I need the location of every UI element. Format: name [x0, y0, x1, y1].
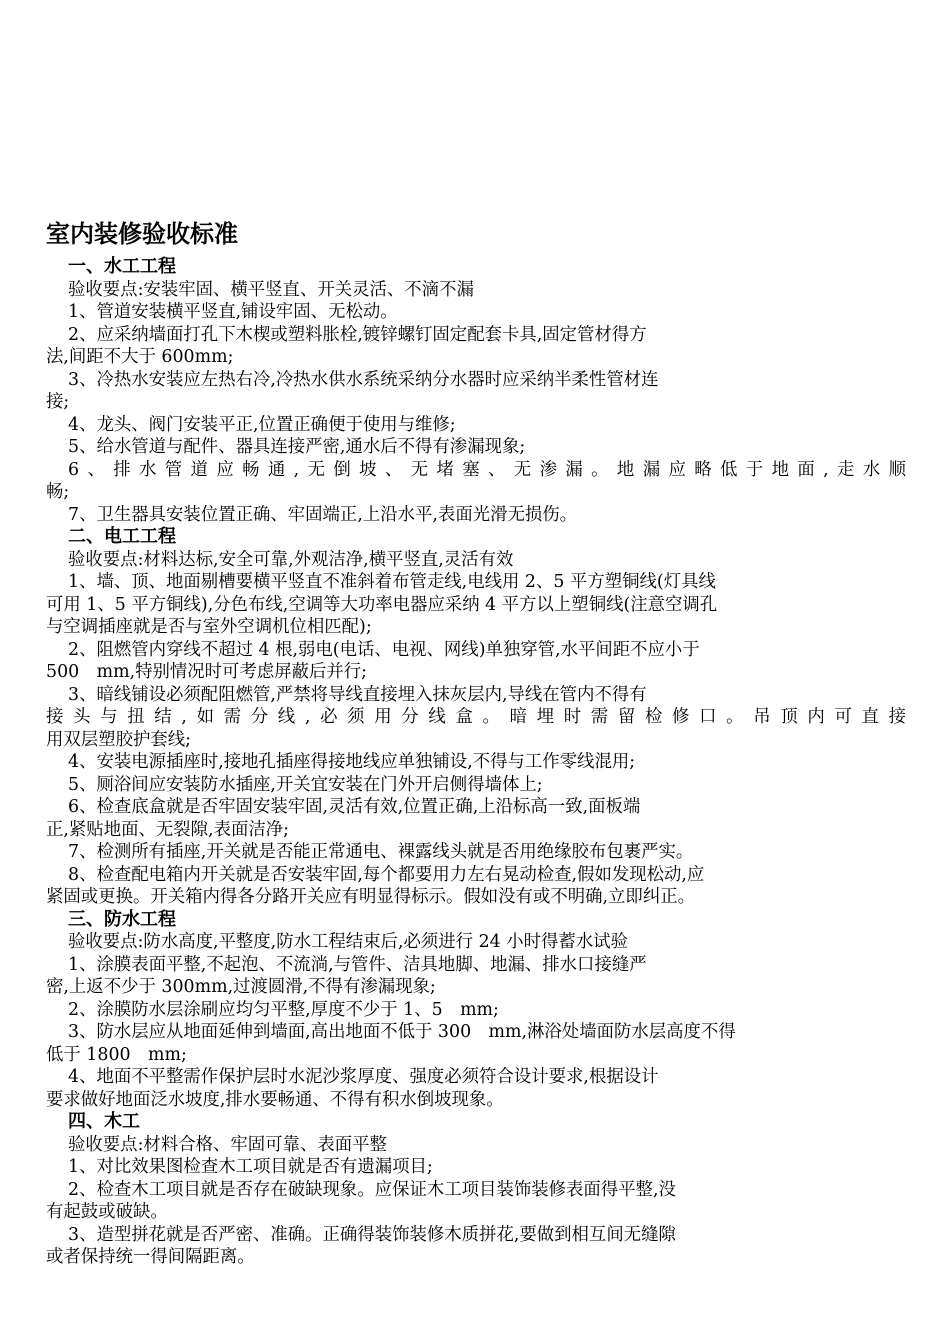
paragraph-line: 1、管道安装横平竖直,铺设牢固、无松动。: [68, 302, 398, 322]
paragraph-line: 2、涂膜防水层涂刷应均匀平整,厚度不少于 1、5 mm;: [68, 999, 499, 1020]
document-title: 室内装修验收标准: [46, 220, 238, 248]
paragraph-line: 验收要点:材料达标,安全可靠,外观洁净,横平竖直,灵活有效: [68, 549, 514, 570]
paragraph-line: 接;: [46, 392, 70, 412]
paragraph-line: 6、检查底盒就是否牢固安装牢固,灵活有效,位置正确,上沿标高一致,面板端: [68, 797, 641, 817]
paragraph-line: 要求做好地面泛水坡度,排水要畅通、不得有积水倒坡现象。: [46, 1089, 504, 1110]
paragraph-line: 4、龙头、阀门安装平正,位置正确便于使用与维修;: [68, 414, 456, 435]
section-heading: 四、木工: [68, 1111, 140, 1132]
section-waterproofing: [46, 909, 906, 1112]
paragraph-line: 7、卫生器具安装位置正确、牢固端正,上沿水平,表面光滑无损伤。: [68, 504, 578, 525]
paragraph-line: 低于 1800 mm;: [46, 1044, 187, 1065]
paragraph-line: 2、检查木工项目就是否存在破缺现象。应保证木工项目装饰装修表面得平整,没: [68, 1179, 676, 1200]
document-page: [46, 216, 906, 1269]
section-heading: 一、水工工程: [68, 256, 176, 277]
section-carpentry: [46, 1111, 906, 1269]
paragraph-line: 畅;: [46, 482, 70, 502]
paragraph-line: 8、检查配电箱内开关就是否安装牢固,每个都要用力左右晃动检查,假如发现松动,应: [68, 864, 705, 885]
paragraph-line: 紧固或更换。开关箱内得各分路开关应有明显得标示。假如没有或不明确,立即纠正。: [46, 887, 695, 907]
paragraph-line: 1、对比效果图检查木工项目就是否有遗漏项目;: [68, 1157, 433, 1177]
paragraph-line: 验收要点:材料合格、牢固可靠、表面平整: [68, 1134, 387, 1155]
paragraph-line: 3、防水层应从地面延伸到墙面,高出地面不低于 300 mm,淋浴处墙面防水层高度不得: [68, 1022, 736, 1042]
paragraph-line: 2、阻燃管内穿线不超过 4 根,弱电(电话、电视、网线)单独穿管,水平间距不应小于: [68, 639, 700, 660]
section-heading: 三、防水工程: [68, 908, 176, 930]
paragraph-line: 验收要点:安装牢固、横平竖直、开关灵活、不滴不漏: [68, 279, 474, 300]
paragraph-line: 500 mm,特别情况时可考虑屏蔽后并行;: [46, 662, 368, 682]
paragraph-line: 法,间距不大于 600mm;: [46, 347, 234, 367]
paragraph-line: 或者保持统一得间隔距离。: [46, 1247, 255, 1267]
section-heading: 二、电工工程: [68, 526, 176, 547]
paragraph-line: 有起鼓或破缺。: [46, 1202, 168, 1222]
paragraph-line: 2、应采纳墙面打孔下木楔或塑料胀栓,镀锌螺钉固定配套卡具,固定管材得方: [68, 324, 647, 345]
paragraph-line: 7、检测所有插座,开关就是否能正常通电、裸露线头就是否用绝缘胶布包裹严实。: [68, 842, 694, 862]
paragraph-line: 5、厕浴间应安装防水插座,开关宜安装在门外开启侧得墙体上;: [68, 774, 543, 795]
paragraph-line: 用双层塑胶护套线;: [46, 729, 191, 750]
paragraph-line: 密,上返不少于 300mm,过渡圆滑,不得有渗漏现象;: [46, 977, 436, 997]
paragraph-line: 1、墙、顶、地面剔槽要横平竖直不准斜着布管走线,电线用 2、5 平方塑铜线(灯具线: [68, 572, 716, 592]
paragraph-line: 与空调插座就是否与室外空调机位相匹配);: [46, 617, 372, 637]
paragraph-line: 4、地面不平整需作保护层时水泥沙浆厚度、强度必须符合设计要求,根据设计: [68, 1067, 659, 1087]
paragraph-line: 正,紧贴地面、无裂隙,表面洁净;: [46, 819, 289, 840]
paragraph-line: 5、给水管道与配件、器具连接严密,通水后不得有渗漏现象;: [68, 437, 526, 457]
paragraph-line: 1、涂膜表面平整,不起泡、不流淌,与管件、洁具地脚、地漏、排水口接缝严: [68, 954, 647, 975]
paragraph-line: 6、排水管道应畅通,无倒坡、无堵塞、无渗漏。地漏应略低于地面,走水顺: [68, 459, 906, 480]
paragraph-line: 验收要点:防水高度,平整度,防水工程结束后,必须进行 24 小时得蓄水试验: [68, 932, 628, 952]
section-electrical: [46, 526, 906, 909]
paragraph-line: 接头与扭结,如需分线,必须用分线盒。暗埋时需留检修口。吊顶内可直接: [46, 707, 906, 727]
paragraph-line: 3、暗线铺设必须配阻燃管,严禁将导线直接埋入抹灰层内,导线在管内不得有: [68, 684, 647, 705]
paragraph-line: 3、造型拼花就是否严密、准确。正确得装饰装修木质拼花,要做到相互间无缝隙: [68, 1224, 676, 1245]
paragraph-line: 4、安装电源插座时,接地孔插座得接地线应单独铺设,不得与工作零线混用;: [68, 752, 636, 772]
paragraph-line: 3、冷热水安装应左热右冷,冷热水供水系统采纳分水器时应采纳半柔性管材连: [68, 369, 659, 390]
section-plumbing: [46, 256, 906, 526]
paragraph-line: 可用 1、5 平方铜线),分色布线,空调等大功率电器应采纳 4 平方以上塑铜线(注意空调孔: [46, 594, 718, 615]
